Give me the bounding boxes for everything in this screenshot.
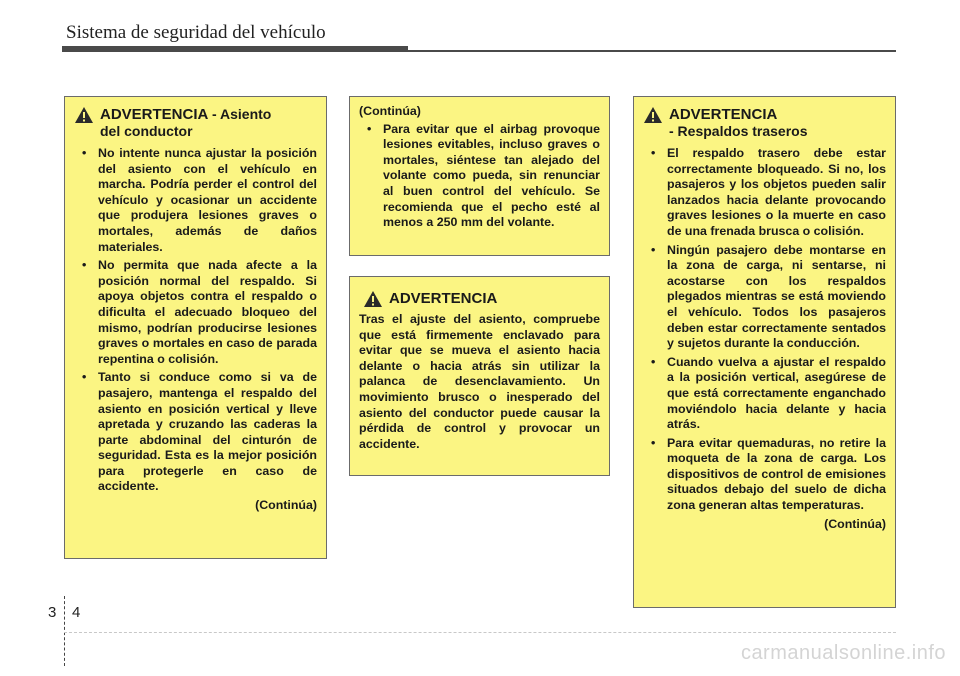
warning-box-airbag-continued [349,96,610,256]
chapter-number: 3 [48,604,57,621]
list-item: • Para evitar que el airbag provoque lesiones evitables, incluso graves o mortales, siéntese tan alejado del volante como pueda, sin renunciar al buen control del vehículo. Se recomienda que el pecho esté al menos a 250 mm del volante. [359,122,600,231]
warning-list [643,146,886,514]
list-item: • Ningún pasajero debe montarse en la zona de carga, ni sentarse, ni acostarse con los respaldos plegados mientras se está moviendo el vehículo. Todos los pasajeros deben estar correctamente sentados y sujetos durante la conducción. [643,243,886,352]
list-item: • El respaldo trasero debe estar correctamente bloqueado. Si no, los pasajeros y los objetos pueden salir lanzados hacia delante provocando graves lesiones o la muerte en caso de una frenada brusca o colisión. [643,146,886,240]
list-item: • Para evitar quemaduras, no retire la moqueta de la zona de carga. Los dispositivos de control de emisiones situados debajo del suelo de dicha zona generan altas temperaturas. [643,436,886,514]
warning-subtitle: - Respaldos traseros [669,123,808,139]
warning-triangle-icon [363,290,383,308]
warning-triangle-icon [643,106,663,124]
page-header-title: Sistema de seguridad del vehículo [66,22,326,43]
page-number-divider [64,596,65,666]
header-bar [62,46,408,52]
footer-rule [64,632,896,633]
page-number: 4 [72,604,81,621]
warning-title [74,106,317,140]
warning-title [643,106,886,140]
header-rule [408,50,896,52]
warning-box-seat-lock [349,276,610,476]
warning-title [359,290,600,308]
list-item: • No permita que nada afecte a la posición normal del respaldo. Si apoya objetos contra el respaldo o dificulta el adecuado bloqueo del mismo, podrían producirse lesiones graves o mortales en caso de parada repentina o colisión. [74,258,317,367]
continued-label: (Continúa) [359,104,421,118]
list-item: • No intente nunca ajustar la posición del asiento con el vehículo en marcha. Podría perder el control del vehículo y ocasionar un accidente que produjera lesiones graves o mortales, además de daños materiales. [74,146,317,255]
warning-triangle-icon [74,106,94,124]
warning-list [74,146,317,495]
warning-title-text: ADVERTENCIA [389,290,498,307]
warning-box-rear-seatbacks [633,96,896,608]
watermark-text: carmanualsonline.info [740,642,946,664]
warning-subtitle-line2: del conductor [100,123,193,139]
warning-box-driver-seat [64,96,327,559]
warning-list [359,122,600,231]
warning-title-text: ADVERTENCIA [100,106,208,123]
continues-label: (Continúa) [824,516,886,531]
continues-label: (Continúa) [255,498,317,513]
warning-subtitle: - Asiento [211,106,272,122]
list-item: • Cuando vuelva a ajustar el respaldo a la posición vertical, asegúrese de que está correctamente enganchado moviéndolo hacia delante y hacia atrás. [643,355,886,433]
warning-body: Tras el ajuste del asiento, compruebe que está firmemente enclavado para evitar que se mueva el asiento hacia delante o hacia atrás sin utilizar la palanca de desenclavamiento. Un movimiento brusco o inesperado del asiento del conductor puede causar la pérdida de control y provocar un accidente. [359,312,600,451]
list-item: • Tanto si conduce como si va de pasajero, mantenga el respaldo del asiento en posición vertical y lleve apretada y cruzando las caderas la parte abdominal del cinturón de seguridad. Esta es la mejor posición para protegerle en caso de accidente. [74,370,317,495]
warning-title-text: ADVERTENCIA [669,106,778,123]
